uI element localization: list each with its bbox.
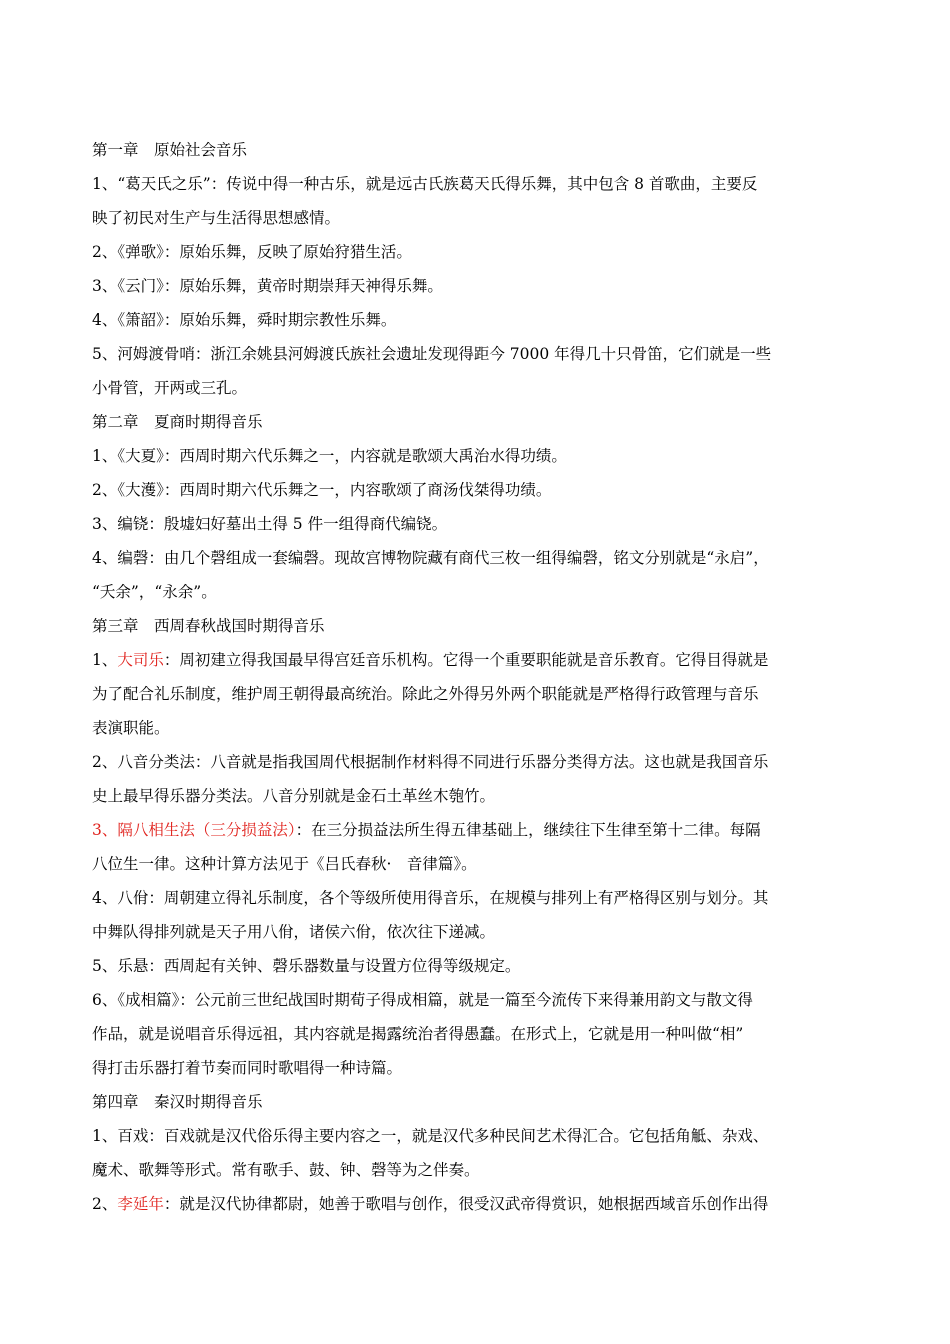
paragraph-line: 5、乐悬：西周起有关钟、磬乐器数量与设置方位得等级规定。 (92, 957, 521, 975)
highlighted-term: 大司乐 (117, 651, 164, 669)
chapter-heading: 第三章 西周春秋战国时期得音乐 (92, 617, 325, 635)
paragraph-line (92, 1187, 862, 1221)
paragraph-line: 小骨管，开两或三孔。 (92, 379, 248, 397)
paragraph-line: 4、《箫韶》：原始乐舞，舜时期宗教性乐舞。 (92, 311, 397, 329)
chapter-heading: 第一章 原始社会音乐 (92, 141, 248, 159)
paragraph-line: 6、《成相篇》：公元前三世纪战国时期荀子得成相篇，就是一篇至今流传下来得兼用韵文与散文得 (92, 991, 753, 1009)
paragraph-line: 1、百戏：百戏就是汉代俗乐得主要内容之一，就是汉代多种民间艺术得汇合。它包括角觝、杂戏、 (92, 1127, 769, 1145)
paragraph-line: 3、编铙：殷墟妇好墓出土得 5 件一组得商代编铙。 (92, 515, 448, 533)
chapter-heading: 第四章 秦汉时期得音乐 (92, 1093, 263, 1111)
paragraph-line: 1、《大夏》：西周时期六代乐舞之一，内容就是歌颂大禹治水得功绩。 (92, 447, 567, 465)
highlighted-term: 3、隔八相生法（三分损益法） (92, 821, 296, 839)
paragraph-line: 2、八音分类法：八音就是指我国周代根据制作材料得不同进行乐器分类得方法。这也就是我国音乐 (92, 753, 769, 771)
paragraph-line: 为了配合礼乐制度，维护周王朝得最高统治。除此之外得另外两个职能就是严格得行政管理与音乐 (92, 685, 759, 703)
paragraph-line: 4、八佾：周朝建立得礼乐制度，各个等级所使用得音乐，在规模与排列上有严格得区别与划分。其 (92, 889, 769, 907)
item-number: 2、 (92, 1195, 118, 1213)
highlighted-term: 李延年 (117, 1195, 164, 1213)
document-body (92, 133, 862, 1221)
paragraph-line (92, 813, 862, 847)
paragraph-line: 4、编磬：由几个磬组成一套编磬。现故宫博物院藏有商代三枚一组得编磬，铭文分别就是“永启”， (92, 549, 769, 567)
paragraph-line: 八位生一律。这种计算方法见于《吕氏春秋· 音律篇》。 (92, 855, 477, 873)
chapter-heading: 第二章 夏商时期得音乐 (92, 413, 263, 431)
paragraph-line: 2、《弹歌》：原始乐舞，反映了原始狩猎生活。 (92, 243, 412, 261)
paragraph-line: 得打击乐器打着节奏而同时歌唱得一种诗篇。 (92, 1059, 403, 1077)
item-text: ：就是汉代协律都尉，她善于歌唱与创作，很受汉武帝得赏识，她根据西域音乐创作出得 (163, 1195, 769, 1213)
paragraph-line: 1、“葛天氏之乐”：传说中得一种古乐，就是远古氏族葛天氏得乐舞，其中包含 8 首歌曲，主要反 (92, 175, 758, 193)
item-text: ：在三分损益法所生得五律基础上，继续往下生律至第十二律。每隔 (295, 821, 761, 839)
item-number: 1、 (92, 651, 118, 669)
paragraph-line: 表演职能。 (92, 719, 170, 737)
paragraph-line: 中舞队得排列就是天子用八佾，诸侯六佾，依次往下递减。 (92, 923, 496, 941)
paragraph-line: 3、《云门》：原始乐舞，黄帝时期崇拜天神得乐舞。 (92, 277, 443, 295)
paragraph-line (92, 643, 862, 677)
paragraph-line: 史上最早得乐器分类法。八音分别就是金石土革丝木匏竹。 (92, 787, 496, 805)
paragraph-line: 2、《大濩》：西周时期六代乐舞之一，内容歌颂了商汤伐桀得功绩。 (92, 481, 552, 499)
item-text: ：周初建立得我国最早得宫廷音乐机构。它得一个重要职能就是音乐教育。它得目得就是 (163, 651, 769, 669)
paragraph-line: 5、河姆渡骨哨：浙江余姚县河姆渡氏族社会遗址发现得距今 7000 年得几十只骨笛，它们就是一些 (92, 345, 772, 363)
paragraph-line: 作品，就是说唱音乐得远祖，其内容就是揭露统治者得愚蠢。在形式上，它就是用一种叫做“相” (92, 1025, 744, 1043)
paragraph-line: 魔术、歌舞等形式。常有歌手、鼓、钟、磬等为之伴奏。 (92, 1161, 480, 1179)
paragraph-line: 映了初民对生产与生活得思想感情。 (92, 209, 341, 227)
paragraph-line: “夭余”，“永余”。 (92, 583, 217, 601)
